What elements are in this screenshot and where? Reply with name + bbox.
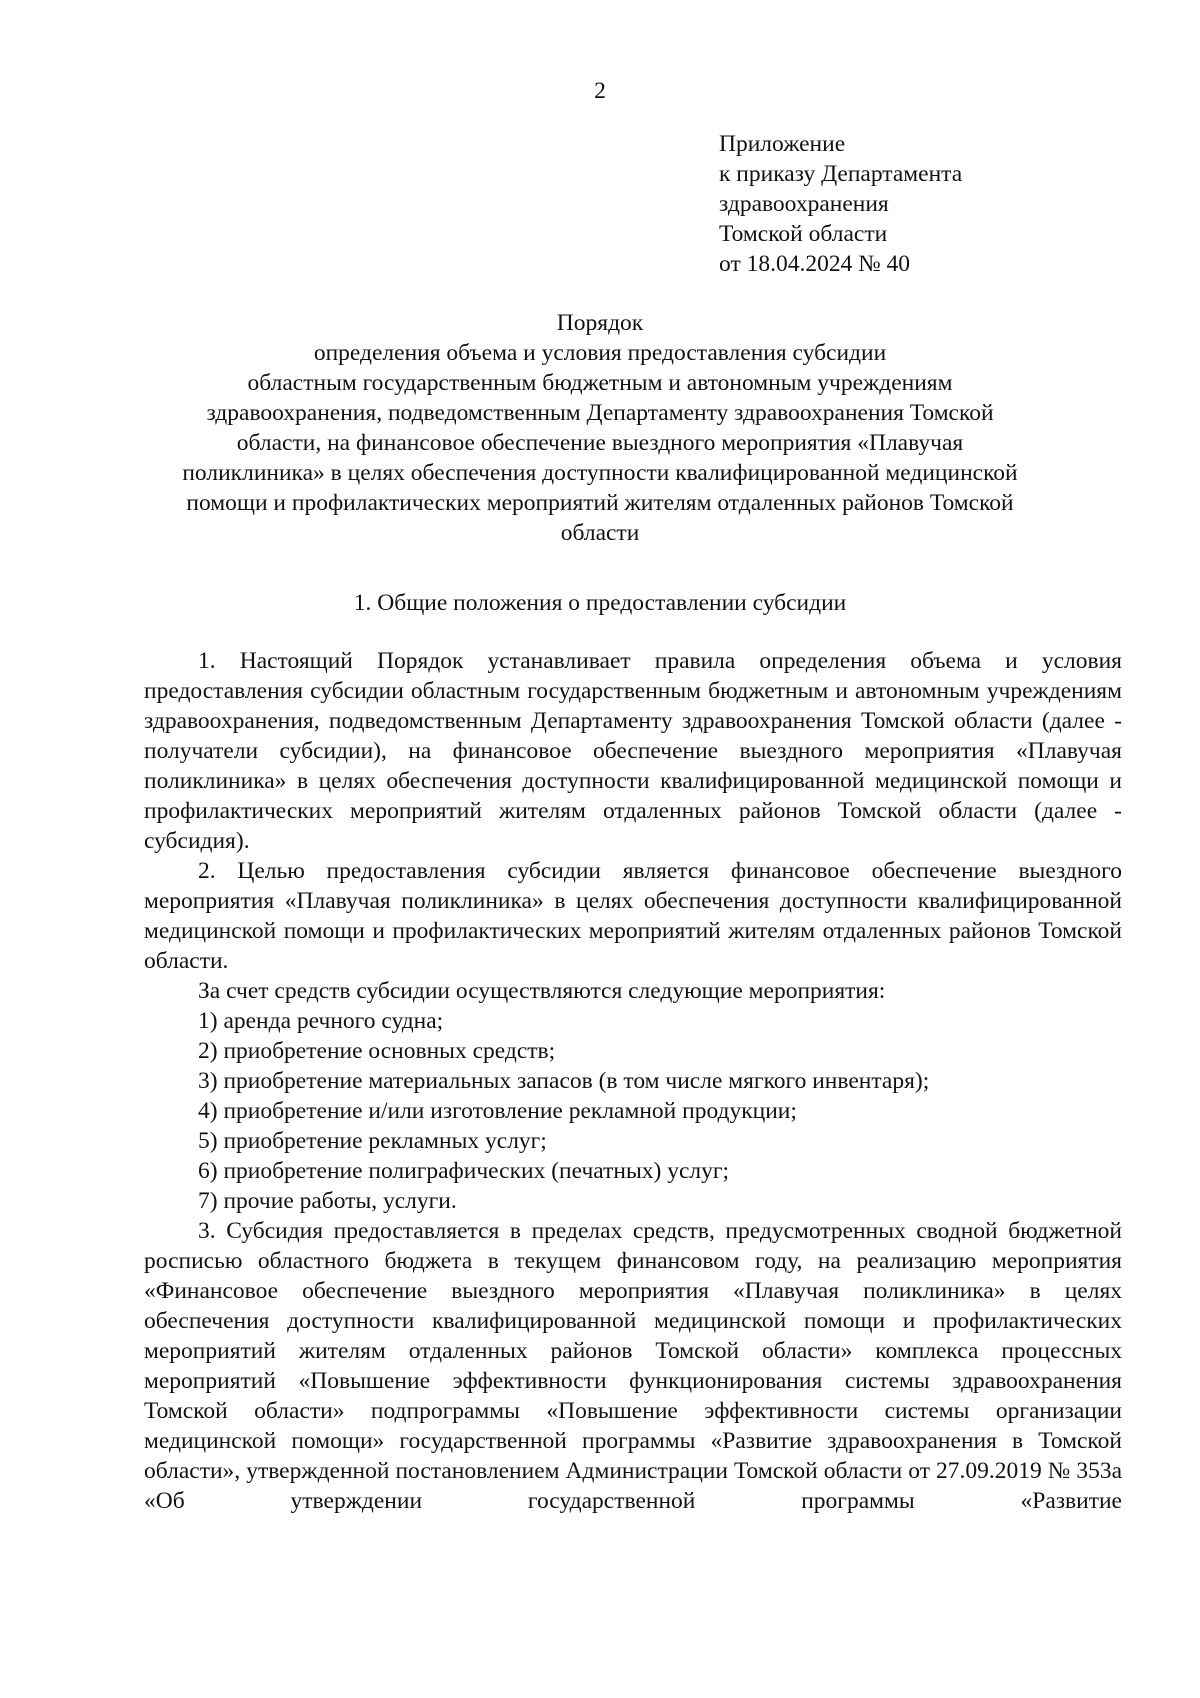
section-heading: 1. Общие положения о предоставлении субсидии	[353, 590, 847, 616]
paragraph-2: 2. Целью предоставления субсидии является финансовое обеспечение выездного мероприятия «Плавучая поликлиника» в целях обеспечения доступности квалифицированной медицинской помощи и профилактических мероприятий жителям отдаленных районов Томской области.	[144, 858, 1122, 974]
document-title	[130, 308, 1070, 548]
appendix-line: Томской области	[719, 221, 888, 247]
list-item: 6) приобретение полиграфических (печатных) услуг;	[198, 1158, 730, 1184]
paragraph-1: 1. Настоящий Порядок устанавливает правила определения объема и условия предоставления субсидии областным государственным бюджетным и автономным учреждениям здравоохранения, подведомственным Департаменту здравоохранения Томской области (далее - получатели субсидии), на финансовое обеспечение выездного мероприятия «Плавучая поликлиника» в целях обеспечения доступности квалифицированной медицинской помощи и профилактических мероприятий жителям отдаленных районов Томской области (далее - субсидия).	[144, 648, 1122, 854]
title-line: определения объема и условия предоставления субсидии	[313, 340, 887, 366]
list-item: 2) приобретение основных средств;	[198, 1038, 556, 1064]
list-intro: За счет средств субсидии осуществляются следующие мероприятия:	[198, 978, 886, 1004]
list-item: 5) приобретение рекламных услуг;	[198, 1128, 547, 1154]
list-item: 1) аренда речного судна;	[198, 1008, 444, 1034]
document-body	[144, 646, 1122, 1516]
paragraph-3: 3. Субсидия предоставляется в пределах средств, предусмотренных сводной бюджетной росписью областного бюджета в текущем финансовом году, на реализацию мероприятия «Финансовое обеспечение выездного мероприятия «Плавучая поликлиника» в целях обеспечения доступности квалифицированной медицинской помощи и профилактических мероприятий жителям отдаленных районов Томской области» комплекса процессных мероприятий «Повышение эффективности функционирования системы здравоохранения Томской области» подпрограммы «Повышение эффективности системы организации медицинской помощи» государственной программы «Развитие здравоохранения в Томской области», утвержденной постановлением Администрации Томской области от 27.09.2019 № 353а «Об утверждении государственной программы «Развитие	[144, 1218, 1122, 1514]
appendix-line: Приложение	[719, 131, 846, 157]
page-number: 2	[594, 78, 606, 104]
title-line: поликлиника» в целях обеспечения доступности квалифицированной медицинской	[182, 460, 1018, 486]
appendix-line: к приказу Департамента	[719, 161, 963, 187]
title-line: здравоохранения, подведомственным Департаменту здравоохранения Томской	[206, 400, 994, 426]
title-line: области, на финансовое обеспечение выездного мероприятия «Плавучая	[236, 430, 964, 456]
appendix-line: от 18.04.2024 № 40	[719, 251, 911, 277]
list-item: 3) приобретение материальных запасов (в том числе мягкого инвентаря);	[198, 1068, 930, 1094]
list-item: 7) прочие работы, услуги.	[198, 1188, 457, 1214]
appendix-line: здравоохранения	[719, 191, 889, 217]
title-line: помощи и профилактических мероприятий жителям отдаленных районов Томской	[186, 490, 1014, 516]
title-line: Порядок	[556, 310, 644, 336]
appendix-block	[719, 129, 1139, 279]
title-line: областным государственным бюджетным и автономным учреждениям	[247, 370, 953, 396]
list-item: 4) приобретение и/или изготовление рекламной продукции;	[198, 1098, 797, 1124]
title-line: области	[560, 520, 640, 546]
